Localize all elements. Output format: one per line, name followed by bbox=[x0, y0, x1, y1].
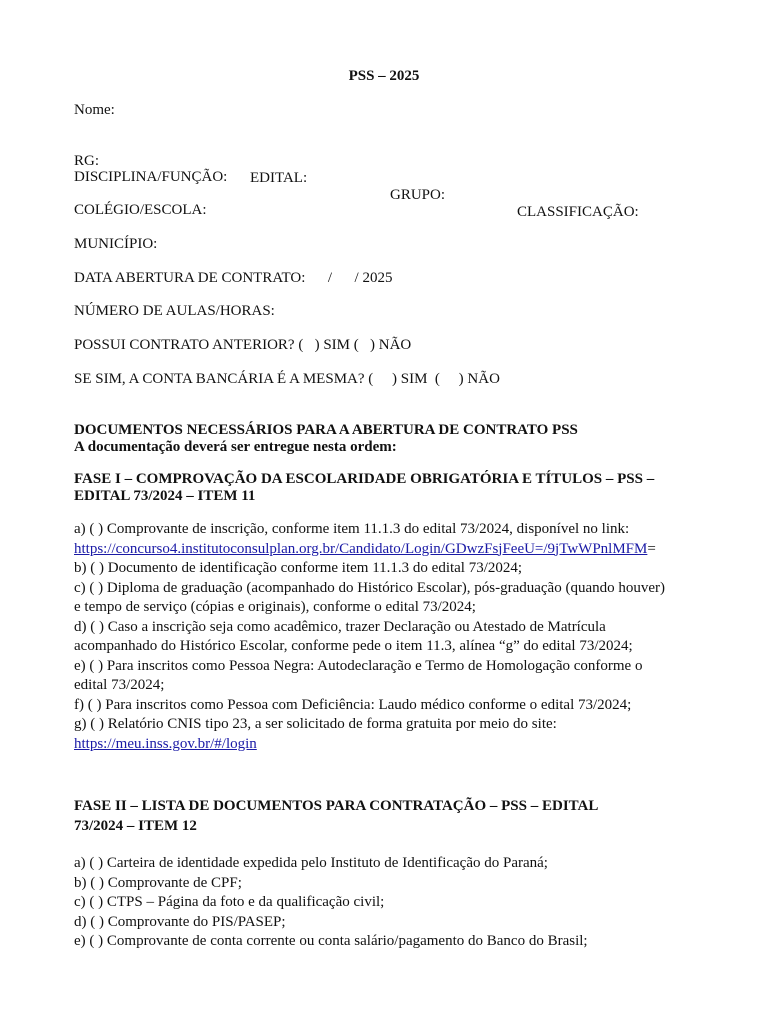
conta-bancaria-question: SE SIM, A CONTA BANCÁRIA É A MESMA? ( ) SIM ( ) NÃO bbox=[74, 371, 500, 387]
rg-label: RG: bbox=[74, 153, 100, 169]
list-item: c) ( ) Diploma de graduação (acompanhado do Histórico Escolar), pós-graduação (quando houver) e tempo de serviço (cópias e originais), conforme o edital 73/2024; bbox=[74, 579, 666, 615]
grupo-label: GRUPO: bbox=[390, 187, 446, 203]
list-item: c) ( ) CTPS – Página da foto e da qualificação civil; bbox=[74, 894, 385, 910]
list-item-link-line bbox=[74, 735, 674, 755]
list-item: a) ( ) Carteira de identidade expedida pelo Instituto de Identificação do Paraná; bbox=[74, 855, 548, 871]
contrato-anterior-question: POSSUI CONTRATO ANTERIOR? ( ) SIM ( ) NÃO bbox=[74, 337, 412, 353]
list-item: b) ( ) Comprovante de CPF; bbox=[74, 874, 242, 891]
fase1-list bbox=[74, 520, 674, 754]
document-title: PSS – 2025 bbox=[348, 68, 420, 84]
list-item-link-line bbox=[74, 540, 674, 560]
documentos-subheading: A documentação deverá ser entregue nesta ordem: bbox=[74, 439, 397, 455]
link-suffix: = bbox=[647, 540, 656, 557]
inscricao-link[interactable]: https://concurso4.institutoconsulplan.org.br/Candidato/Login/GDwzFsjFeeU=/9jTwWPnlMFM bbox=[74, 540, 648, 557]
list-item: d) ( ) Caso a inscrição seja como acadêmico, trazer Declaração ou Atestado de Matrícula acompanhado do Histórico Escolar, conforme pede o item 11.3, alínea “g” do edital 73/2024; bbox=[74, 618, 633, 654]
data-abertura-field-label: DATA ABERTURA DE CONTRATO: / / 2025 bbox=[74, 270, 393, 286]
list-item: e) ( ) Para inscritos como Pessoa Negra: Autodeclaração e Termo de Homologação conforme o edital 73/2024; bbox=[74, 657, 643, 693]
disciplina-field-label: DISCIPLINA/FUNÇÃO: bbox=[74, 169, 228, 185]
inss-link[interactable]: https://meu.inss.gov.br/#/login bbox=[74, 735, 257, 752]
fase1-heading: FASE I – COMPROVAÇÃO DA ESCOLARIDADE OBRIGATÓRIA E TÍTULOS – PSS – EDITAL 73/2024 – ITEM 11 bbox=[74, 471, 655, 504]
list-item: b) ( ) Documento de identificação conforme item 11.1.3 do edital 73/2024; bbox=[74, 560, 523, 576]
list-item: g) ( ) Relatório CNIS tipo 23, a ser solicitado de forma gratuita por meio do site: bbox=[74, 716, 557, 732]
edital-label: EDITAL: bbox=[250, 170, 308, 186]
nome-field-label: Nome: bbox=[74, 102, 115, 118]
list-item: d) ( ) Comprovante do PIS/PASEP; bbox=[74, 913, 286, 930]
municipio-field-label: MUNICÍPIO: bbox=[74, 236, 158, 252]
numero-aulas-field-label: NÚMERO DE AULAS/HORAS: bbox=[74, 303, 275, 319]
fase2-heading: FASE II – LISTA DE DOCUMENTOS PARA CONTRATAÇÃO – PSS – EDITAL 73/2024 – ITEM 12 bbox=[74, 798, 598, 834]
fase2-list bbox=[74, 854, 674, 952]
list-item: a) ( ) Comprovante de inscrição, conforme item 11.1.3 do edital 73/2024, disponível no link: bbox=[74, 521, 630, 537]
list-item: f) ( ) Para inscritos como Pessoa com Deficiência: Laudo médico conforme o edital 73/2024; bbox=[74, 696, 632, 713]
documentos-heading-block bbox=[74, 422, 684, 456]
colegio-field-label: COLÉGIO/ESCOLA: bbox=[74, 202, 207, 218]
documentos-heading: DOCUMENTOS NECESSÁRIOS PARA A ABERTURA DE CONTRATO PSS bbox=[74, 422, 578, 438]
classificacao-label: CLASSIFICAÇÃO: bbox=[517, 204, 639, 220]
list-item: e) ( ) Comprovante de conta corrente ou conta salário/pagamento do Banco do Brasil; bbox=[74, 933, 588, 949]
